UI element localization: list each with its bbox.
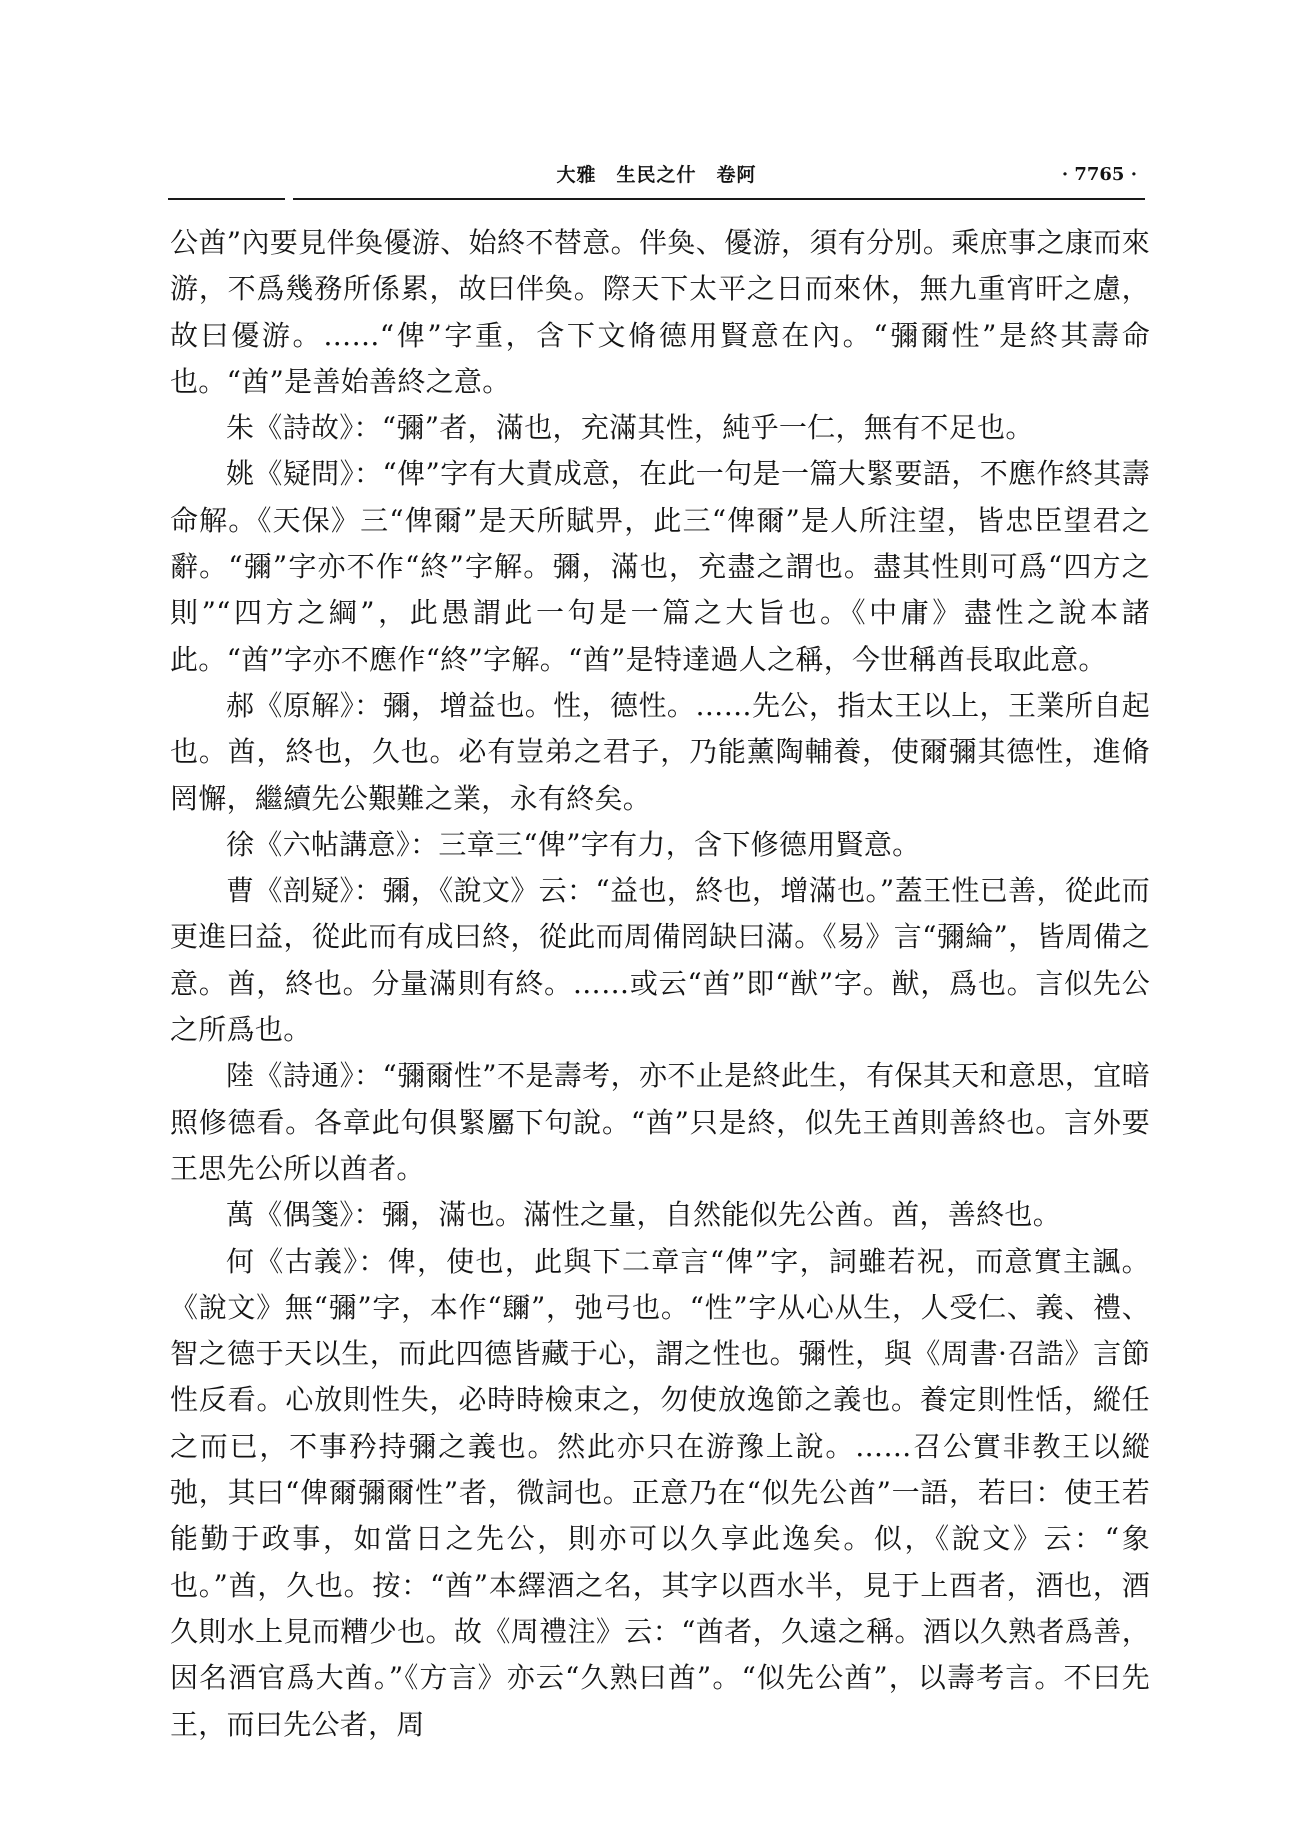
paragraph: 徐《六帖講意》：三章三“俾”字有力，含下修德用賢意。 xyxy=(226,827,921,861)
paragraph: 公酋”內要見伴奐優游、始終不替意。伴奐、優游，須有分別。乘庶事之康而來游，不爲幾務所係累，故曰伴奐。際天下太平之日而來休，無九重宵旰之慮，故曰優游。……“俾”字重，含下文脩德用賢意在內。“彌爾性”是終其壽命也。“酋”是善始善終之意。 xyxy=(170,226,1150,398)
paragraph: 陸《詩通》：“彌爾性”不是壽考，亦不止是終此生，有保其天和意思，宜暗照修德看。各章此句俱緊屬下句說。“酋”只是終，似先王酋則善終也。言外要王思先公所以酋者。 xyxy=(170,1059,1150,1185)
running-title: 大雅 生民之什 卷阿 xyxy=(556,164,757,186)
paragraph: 朱《詩故》：“彌”者，滿也，充滿其性，純乎一仁，無有不足也。 xyxy=(226,411,1034,445)
header-rule-long xyxy=(293,198,1145,200)
paragraph: 曹《剖疑》：彌，《說文》云：“益也，終也，增滿也。”蓋王性已善，從此而更進曰益，從此而有成曰終，從此而周備罔缺曰滿。《易》言“彌綸”，皆周備之意。酋，終也。分量滿則有終。……或云“酋”即“猷”字。猷，爲也。言似先公之所爲也。 xyxy=(170,874,1150,1047)
paragraph: 何《古義》：俾，使也，此與下二章言“俾”字，詞雖若祝，而意實主諷。《說文》無“彌”字，本作“镾”，弛弓也。“性”字从心从生，人受仁、義、禮、智之德于天以生，而此四德皆藏于心，謂之性也。彌性，與《周書·召誥》言節性反看。心放則性失，必時時檢束之，勿使放逸節之義也。養定則性恬，縱任之而已，不事矜持彌之義也。然此亦只在游豫上說。……召公實非教王以縱弛，其曰“俾爾彌爾性”者，微詞也。正意乃在“似先公酋”一語，若曰：使王若能勤于政事，如當日之先公，則亦可以久享此逸矣。似，《說文》云：“象也。”酋，久也。按：“酋”本繹酒之名，其字以酉水半，見于上酉者，酒也，酒久則水上見而糟少也。故《周禮注》云：“酋者，久遠之稱。酒以久熟者爲善，因名酒官爲大酋。”《方言》亦云“久熟曰酋”。“似先公酋”，以壽考言。不曰先王，而曰先公者，周 xyxy=(170,1244,1150,1741)
paragraph: 萬《偶箋》：彌，滿也。滿性之量，自然能似先公酋。酋，善終也。 xyxy=(226,1198,1062,1232)
page-number: · 7765 · xyxy=(1061,164,1137,185)
paragraph: 郝《原解》：彌，增益也。性，德性。……先公，指太王以上，王業所自起也。酋，終也，久也。必有豈弟之君子，乃能薰陶輔養，使爾彌其德性，進脩罔懈，繼續先公艱難之業，永有終矣。 xyxy=(170,688,1150,815)
body-text xyxy=(170,220,1150,1748)
header-rule-short xyxy=(168,198,285,200)
page-header xyxy=(168,160,1145,200)
paragraph: 姚《疑問》：“俾”字有大責成意，在此一句是一篇大緊要語，不應作終其壽命解。《天保》三“俾爾”是天所賦畀，此三“俾爾”是人所注望，皆忠臣望君之辭。“彌”字亦不作“終”字解。彌，滿也，充盡之謂也。盡其性則可爲“四方之則”“四方之綱”，此愚謂此一句是一篇之大旨也。《中庸》盡性之說本諸此。“酋”字亦不應作“終”字解。“酋”是特達過人之稱，今世稱酋長取此意。 xyxy=(170,457,1150,676)
